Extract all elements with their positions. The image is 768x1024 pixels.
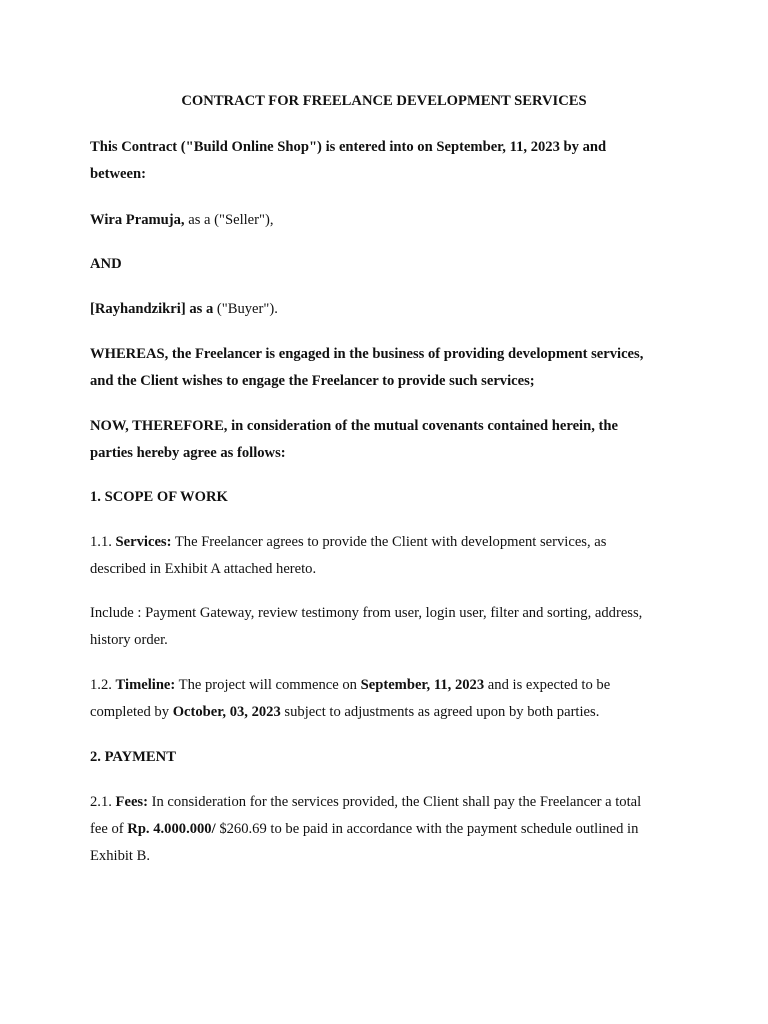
intro-line-2: between:: [90, 166, 146, 182]
clause-2-1-line-3: Exhibit B.: [90, 848, 150, 864]
section-1-heading: 1. SCOPE OF WORK: [90, 489, 228, 505]
include-line-2: history order.: [90, 632, 168, 648]
buyer-line: [90, 300, 278, 318]
clause-1-2-text-b: and is expected to be: [484, 677, 611, 693]
end-date: October, 03, 2023: [172, 704, 281, 720]
clause-1-1-line-1: [90, 533, 606, 551]
clause-1-2-line-2: [90, 703, 599, 721]
clause-2-1-text: In consideration for the services provided, the Client shall pay the Freelancer a total: [147, 794, 642, 810]
buyer-role: ("Buyer").: [213, 301, 278, 317]
now-therefore-line-2: parties hereby agree as follows:: [90, 445, 286, 461]
clause-1-1-number: 1.1.: [90, 534, 116, 550]
fee-idr: Rp. 4.000.000/: [127, 821, 216, 837]
clause-2-1-line-2: [90, 820, 638, 838]
seller-role: as a ("Seller"),: [184, 212, 274, 228]
clause-1-2-line-2-b: subject to adjustments as agreed upon by both parties.: [280, 704, 600, 720]
whereas-line-2: and the Client wishes to engage the Freelancer to provide such services;: [90, 373, 535, 389]
intro-line-1: This Contract ("Build Online Shop") is entered into on September, 11, 2023 by and: [90, 139, 607, 155]
include-line-1: Include : Payment Gateway, review testimony from user, login user, filter and sorting, address,: [90, 605, 643, 621]
clause-1-2-label: Timeline:: [115, 677, 176, 693]
section-2-heading: 2. PAYMENT: [90, 749, 176, 765]
start-date: September, 11, 2023: [360, 677, 485, 693]
now-therefore-line-1: NOW, THEREFORE, in consideration of the mutual covenants contained herein, the: [90, 418, 618, 434]
seller-line: [90, 211, 273, 229]
seller-name: Wira Pramuja,: [90, 212, 185, 228]
document-title: CONTRACT FOR FREELANCE DEVELOPMENT SERVICES: [181, 93, 587, 109]
clause-1-2-line-2-a: completed by: [90, 704, 173, 720]
clause-1-1-line-2: described in Exhibit A attached hereto.: [90, 561, 317, 577]
clause-2-1-line-1: [90, 793, 641, 811]
clause-2-1-line-2-a: fee of: [90, 821, 128, 837]
whereas-line-1: WHEREAS, the Freelancer is engaged in the business of providing development services,: [90, 346, 644, 362]
clause-1-2-line-1: [90, 676, 610, 694]
buyer-name: [Rayhandzikri] as a: [90, 301, 214, 317]
and-line: AND: [90, 256, 122, 272]
clause-1-1-label: Services:: [115, 534, 172, 550]
clause-1-2-text-a: The project will commence on: [175, 677, 361, 693]
clause-1-1-text: The Freelancer agrees to provide the Client with development services, as: [171, 534, 607, 550]
clause-1-2-number: 1.2.: [90, 677, 116, 693]
clause-2-1-line-2-b: $260.69 to be paid in accordance with the payment schedule outlined in: [215, 821, 639, 837]
clause-2-1-label: Fees:: [115, 794, 148, 810]
clause-2-1-number: 2.1.: [90, 794, 116, 810]
